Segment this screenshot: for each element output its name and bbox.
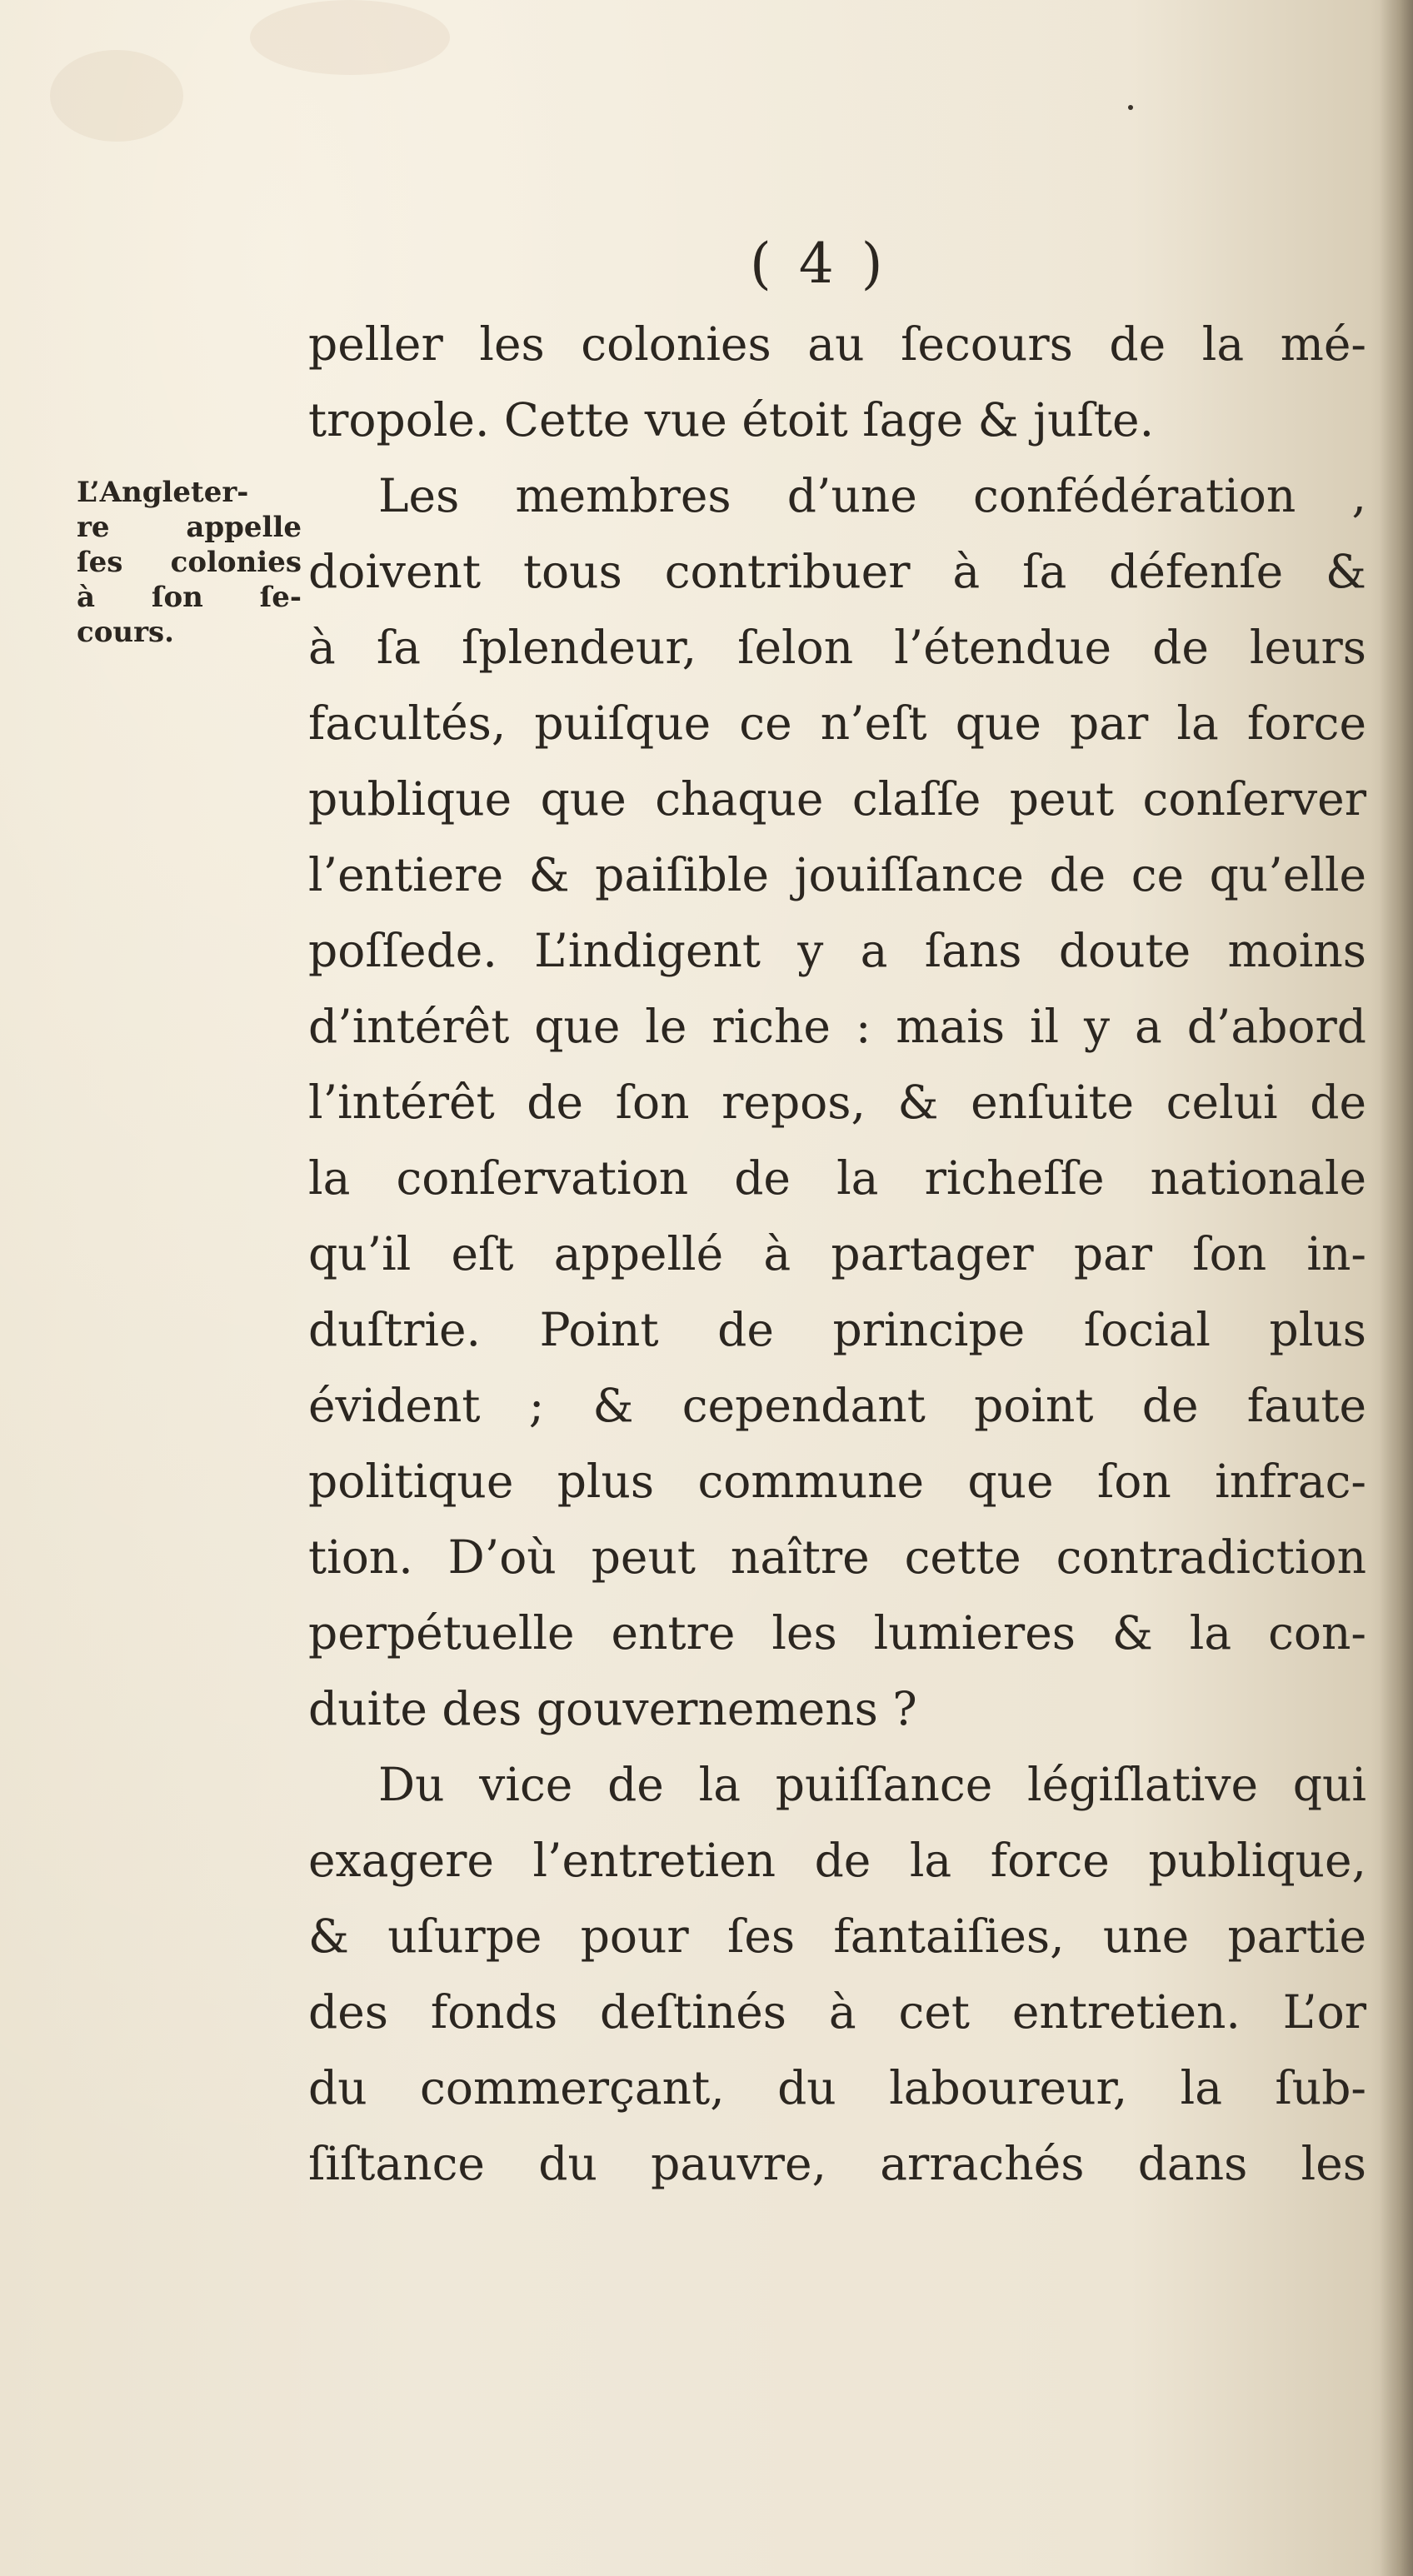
text-line: à ſa ſplendeur, ſelon l’étendue de leurs	[308, 621, 1366, 674]
text-line: d’intérêt que le riche : mais il y a d’abord	[308, 1000, 1366, 1053]
text-line: facultés, puiſque ce n’eſt que par la force	[308, 696, 1366, 750]
text-line: Les membres d’une confédération ,	[378, 469, 1366, 522]
page-edge-shadow	[1380, 0, 1413, 2576]
body-text	[308, 307, 1366, 2202]
text-line: & uſurpe pour ſes fantaiſies, une partie	[308, 1910, 1366, 1963]
text-line: qu’il eſt appellé à partager par ſon in-	[308, 1227, 1366, 1281]
text-line: publique que chaque claſſe peut conſerver	[308, 772, 1366, 826]
text-line: politique plus commune que ſon infrac-	[308, 1455, 1366, 1508]
margin-note-line: L’Angleter-	[77, 476, 249, 509]
text-line: peller les colonies au ſecours de la mé-	[308, 317, 1366, 371]
text-line: poſſede. L’indigent y a ſans doute moins	[308, 924, 1366, 977]
paper-stain	[250, 0, 450, 75]
text-line: duſtrie. Point de principe ſocial plus	[308, 1303, 1366, 1356]
text-line: du commerçant, du laboureur, la ſub-	[308, 2061, 1366, 2114]
ink-speck	[1128, 105, 1133, 110]
text-line: la conſervation de la richeſſe nationale	[308, 1151, 1366, 1205]
margin-note-line: à ſon ſe-	[77, 581, 302, 614]
paper-stain	[50, 50, 183, 142]
text-line: évident ; & cependant point de faute	[308, 1379, 1366, 1432]
margin-note-line: ſes colonies	[77, 546, 302, 579]
text-line: perpétuelle entre les lumieres & la con-	[308, 1606, 1366, 1660]
text-line: tropole. Cette vue étoit ſage & juſte.	[308, 393, 1155, 447]
margin-note-line: re appelle	[77, 511, 302, 544]
margin-note-line: cours.	[77, 616, 174, 649]
text-line: des fonds deſtinés à cet entretien. L’or	[308, 1985, 1366, 2039]
text-line: exagere l’entretien de la force publique,	[308, 1834, 1366, 1887]
page-number: ( 4 )	[750, 232, 888, 296]
text-line: l’intérêt de ſon repos, & enſuite celui de	[308, 1076, 1366, 1129]
text-line: l’entiere & paiſible jouiſſance de ce qu’elle	[308, 848, 1366, 901]
margin-note	[77, 475, 302, 650]
text-line: tion. D’où peut naître cette contradiction	[308, 1530, 1366, 1584]
text-line: doivent tous contribuer à ſa défenſe &	[308, 545, 1366, 598]
text-line: duite des gouvernemens ?	[308, 1682, 917, 1735]
text-line: Du vice de la puiſſance légiſlative qui	[378, 1758, 1366, 1811]
text-line: ſiſtance du pauvre, arrachés dans les	[308, 2137, 1366, 2190]
